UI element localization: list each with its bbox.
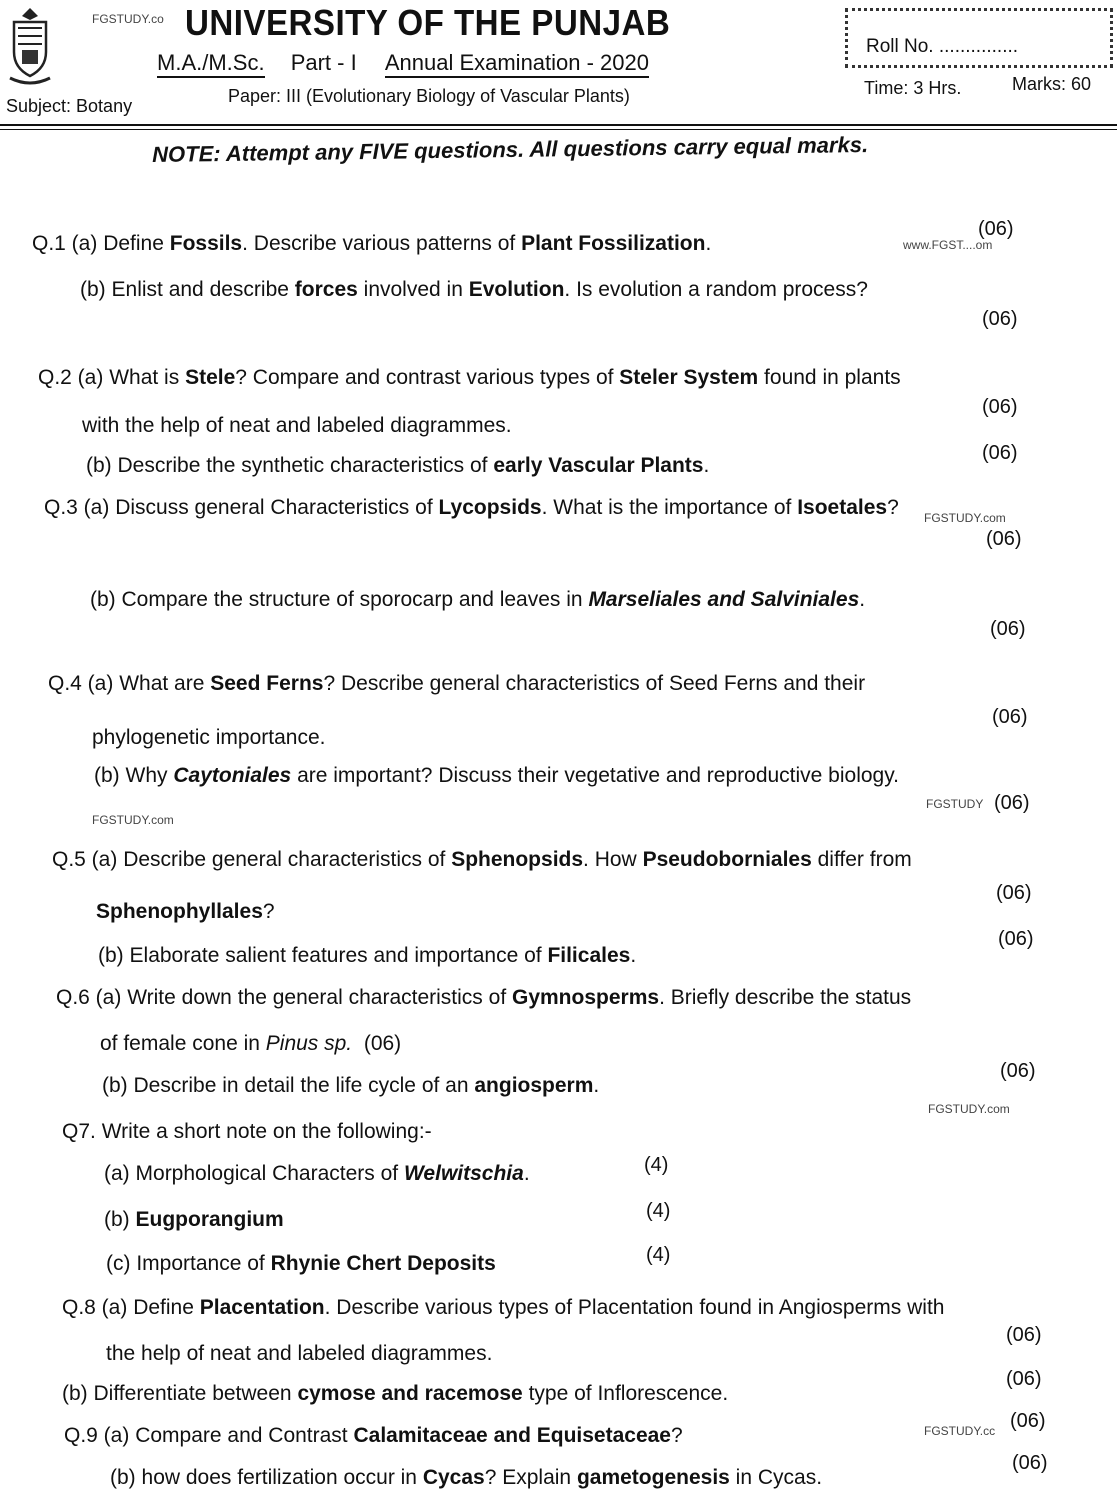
marks: (06) bbox=[1006, 1368, 1042, 1390]
marks: (06) bbox=[982, 308, 1018, 330]
marks: (4) bbox=[646, 1200, 671, 1222]
marks: (06) bbox=[992, 706, 1028, 728]
question-9b: (b) how does fertilization occur in Cycas? Explain gametogenesis in Cycas. bbox=[110, 1466, 823, 1489]
question-3b: (b) Compare the structure of sporocarp and leaves in Marseliales and Salviniales. bbox=[90, 588, 866, 611]
marks: (06) bbox=[998, 928, 1034, 950]
question-1b: (b) Enlist and describe forces involved in Evolution. Is evolution a random process? bbox=[80, 278, 868, 301]
question-2a-continued: with the help of neat and labeled diagrammes. bbox=[82, 414, 512, 437]
total-marks: Marks: 60 bbox=[1012, 74, 1092, 94]
university-title: UNIVERSITY OF THE PUNJAB bbox=[185, 2, 671, 43]
question-9a: Q.9 (a) Compare and Contrast Calamitaceae and Equisetaceae? bbox=[64, 1424, 683, 1447]
question-5a-continued: Sphenophyllales? bbox=[96, 900, 275, 923]
question-4a-continued: phylogenetic importance. bbox=[92, 726, 326, 749]
paper-title: Paper: III (Evolutionary Biology of Vascular Plants) bbox=[228, 86, 630, 106]
question-8a-continued: the help of neat and labeled diagrammes. bbox=[106, 1342, 493, 1365]
watermark: FGSTUDY.com bbox=[928, 1102, 1010, 1116]
marks: (06) bbox=[978, 218, 1014, 240]
question-3a: Q.3 (a) Discuss general Characteristics of Lycopsids. What is the importance of Isoetales? bbox=[44, 496, 899, 519]
degree: M.A./M.Sc. bbox=[157, 50, 265, 78]
marks: (06) bbox=[1000, 1060, 1036, 1082]
question-7a: (a) Morphological Characters of Welwitschia. bbox=[104, 1162, 530, 1185]
question-7c: (c) Importance of Rhynie Chert Deposits bbox=[106, 1252, 496, 1275]
marks: (06) bbox=[1012, 1452, 1048, 1474]
question-8b: (b) Differentiate between cymose and racemose type of Inflorescence. bbox=[62, 1382, 729, 1405]
watermark: FGSTUDY bbox=[926, 797, 984, 811]
exam-subtitle bbox=[157, 50, 649, 78]
watermark: www.FGST....om bbox=[903, 238, 993, 252]
watermark: FGSTUDY.com bbox=[92, 813, 174, 827]
time-allowed: Time: 3 Hrs. bbox=[864, 78, 962, 98]
university-crest-icon bbox=[8, 6, 52, 86]
watermark: FGSTUDY.co bbox=[92, 12, 164, 26]
question-2a: Q.2 (a) What is Stele? Compare and contrast various types of Steler System found in plants bbox=[38, 366, 901, 389]
question-4b: (b) Why Caytoniales are important? Discuss their vegetative and reproductive biology. bbox=[94, 764, 900, 787]
question-7: Q7. Write a short note on the following:- bbox=[62, 1120, 432, 1143]
question-7b: (b) Eugporangium bbox=[104, 1208, 284, 1231]
marks: (06) bbox=[990, 618, 1026, 640]
subject: Subject: Botany bbox=[6, 96, 133, 116]
marks: (06) bbox=[986, 528, 1022, 550]
question-4a: Q.4 (a) What are Seed Ferns? Describe general characteristics of Seed Ferns and their bbox=[48, 672, 866, 695]
header-divider bbox=[0, 124, 1117, 126]
question-6a: Q.6 (a) Write down the general characteristics of Gymnosperms. Briefly describe the status bbox=[56, 986, 912, 1009]
header-divider-thin bbox=[0, 129, 1117, 130]
watermark: FGSTUDY.com bbox=[924, 511, 1006, 525]
part: Part - I bbox=[290, 50, 357, 75]
exam-instructions: NOTE: Attempt any FIVE questions. All questions carry equal marks. bbox=[152, 132, 869, 167]
question-6b: (b) Describe in detail the life cycle of an angiosperm. bbox=[102, 1074, 600, 1097]
question-2b: (b) Describe the synthetic characteristics of early Vascular Plants. bbox=[86, 454, 710, 477]
marks: (06) bbox=[1010, 1410, 1046, 1432]
question-6a-continued: of female cone in Pinus sp. (06) bbox=[100, 1032, 402, 1055]
marks: (06) bbox=[1006, 1324, 1042, 1346]
marks: (4) bbox=[646, 1244, 671, 1266]
question-8a: Q.8 (a) Define Placentation. Describe various types of Placentation found in Angiosperms with bbox=[62, 1296, 945, 1319]
exam-name: Annual Examination - 2020 bbox=[385, 50, 649, 78]
marks: (06) bbox=[982, 442, 1018, 464]
marks: (4) bbox=[644, 1154, 669, 1176]
roll-number: Roll No. ............... bbox=[866, 36, 1019, 57]
question-1a: Q.1 (a) Define Fossils. Describe various patterns of Plant Fossilization. bbox=[32, 232, 712, 255]
marks: (06) bbox=[982, 396, 1018, 418]
question-5a: Q.5 (a) Describe general characteristics of Sphenopsids. How Pseudoborniales differ from bbox=[52, 848, 912, 871]
watermark: FGSTUDY.cc bbox=[924, 1424, 996, 1438]
marks: (06) bbox=[994, 792, 1030, 814]
question-5b: (b) Elaborate salient features and importance of Filicales. bbox=[98, 944, 637, 967]
marks: (06) bbox=[996, 882, 1032, 904]
